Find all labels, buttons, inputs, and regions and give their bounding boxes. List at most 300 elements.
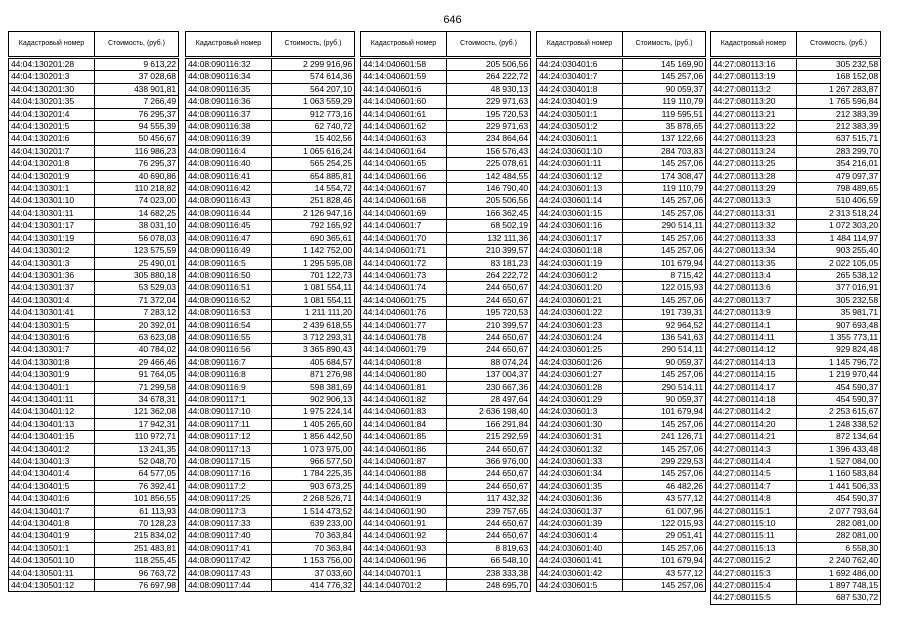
table-row [537,121,706,133]
table-row [361,145,531,157]
cost-cell: 265 538,12 [797,269,881,281]
cost-cell: 244 650,67 [447,480,531,492]
table-row [9,381,179,393]
cost-cell: 1 514 473,52 [272,505,355,517]
cadastral-number-cell: 44:27:080115:5 [711,592,797,604]
table-row [537,431,706,443]
table-row [361,257,531,269]
cadastral-number-cell: 44:08:090117:2 [186,480,272,492]
table-row [9,580,179,592]
cadastral-number-cell: 44:14:040601:73 [361,269,447,281]
table-row [711,319,881,331]
table-row [537,344,706,356]
cadastral-number-cell: 44:08:090116:8 [186,369,272,381]
table-row [361,356,531,368]
cost-cell: 116 986,23 [95,145,179,157]
header-cost: Стоимость, (руб.) [447,32,531,57]
cost-cell: 122 015,93 [623,282,706,294]
cost-cell: 282 081,00 [797,530,881,542]
table-row [9,133,179,145]
cadastral-number-cell: 44:27:080115:10 [711,518,797,530]
cost-cell: 1 081 554,11 [272,282,355,294]
cadastral-number-cell: 44:24:030601:35 [537,480,623,492]
cost-cell: 966 577,50 [272,456,355,468]
cost-cell: 1 484 114,97 [797,232,881,244]
table-row [361,331,531,343]
table-row [711,307,881,319]
cadastral-number-cell: 44:14:040601:63 [361,133,447,145]
cadastral-number-cell: 44:04:130401:1 [9,381,95,393]
cadastral-number-cell: 44:14:040701:1 [361,567,447,579]
table-row [9,269,179,281]
cadastral-number-cell: 44:14:040601:7 [361,220,447,232]
table-row [711,96,881,108]
cadastral-number-cell: 44:24:030401:9 [537,96,623,108]
header-cadastral-number: Кадастровый номер [711,32,797,57]
cost-cell: 43 577,12 [623,493,706,505]
cost-cell: 210 399,57 [447,319,531,331]
cost-cell: 1 975 224,14 [272,406,355,418]
cost-cell: 61 007,96 [623,505,706,517]
table-row [711,567,881,579]
cadastral-number-cell: 44:08:090116:47 [186,232,272,244]
cadastral-number-cell: 44:27:080113:22 [711,121,797,133]
table-row [361,567,531,579]
table-row [9,518,179,530]
cadastral-number-cell: 44:08:090116:44 [186,207,272,219]
cost-cell: 145 257,06 [623,369,706,381]
cadastral-number-cell: 44:24:030601:25 [537,344,623,356]
table-row [186,133,355,145]
table-row [186,468,355,480]
table-row [186,108,355,120]
cost-cell: 251 483,81 [95,542,179,554]
cost-cell: 248 695,70 [447,580,531,592]
table-row [9,307,179,319]
table-row [9,344,179,356]
cost-cell: 34 678,31 [95,393,179,405]
table-row [186,542,355,554]
cadastral-number-cell: 44:08:090116:40 [186,158,272,170]
cadastral-number-cell: 44:24:030601:40 [537,542,623,554]
cost-cell: 230 667,36 [447,381,531,393]
cadastral-number-cell: 44:04:130401:5 [9,480,95,492]
table-row [361,195,531,207]
cadastral-number-cell: 44:27:080115:3 [711,567,797,579]
table-row [537,356,706,368]
table-row [9,393,179,405]
cadastral-number-cell: 44:14:040601:59 [361,71,447,83]
header-cost: Стоимость, (руб.) [797,32,881,57]
table-row [537,83,706,95]
cost-cell: 91 764,05 [95,369,179,381]
cadastral-number-cell: 44:27:080113:25 [711,158,797,170]
table-row [361,580,531,592]
cadastral-number-cell: 44:08:090116:38 [186,121,272,133]
table-row [537,232,706,244]
cost-cell: 101 679,94 [623,406,706,418]
cost-cell: 195 720,53 [447,108,531,120]
cadastral-number-cell: 44:24:030601:27 [537,369,623,381]
table-row [711,356,881,368]
cost-cell: 14 554,72 [272,183,355,195]
table-row [186,232,355,244]
cost-cell: 305 232,58 [797,294,881,306]
cost-cell: 205 506,56 [447,59,531,71]
cadastral-number-cell: 44:27:080113:32 [711,220,797,232]
table-row [9,331,179,343]
table-row [361,505,531,517]
cadastral-number-cell: 44:08:090117:42 [186,555,272,567]
cost-cell: 510 406,59 [797,195,881,207]
table-row [361,108,531,120]
cost-cell: 52 048,70 [95,456,179,468]
table-row [537,282,706,294]
cost-cell: 1 142 752,00 [272,245,355,257]
cadastral-number-cell: 44:08:090117:16 [186,468,272,480]
cadastral-number-cell: 44:27:080114:17 [711,381,797,393]
table-row [711,71,881,83]
cost-cell: 145 257,06 [623,245,706,257]
table-row [711,580,881,592]
table-row [711,282,881,294]
cost-cell: 1 153 756,00 [272,555,355,567]
table-row [711,59,881,71]
cost-cell: 205 506,56 [447,195,531,207]
table-row [186,344,355,356]
table-row [537,59,706,71]
table-row [711,207,881,219]
cost-cell: 377 016,91 [797,282,881,294]
table-row [361,220,531,232]
cost-cell: 40 690,86 [95,170,179,182]
cost-cell: 137 122,66 [623,133,706,145]
table-row [361,245,531,257]
table-row [711,369,881,381]
table-row [361,418,531,430]
cost-cell: 191 739,31 [623,307,706,319]
cadastral-number-cell: 44:24:030401:7 [537,71,623,83]
cost-cell: 25 490,01 [95,257,179,269]
cost-cell: 264 222,72 [447,71,531,83]
cost-cell: 210 399,57 [447,245,531,257]
table-row [711,518,881,530]
table-row [186,443,355,455]
table-row [186,418,355,430]
cadastral-table-2 [185,31,355,592]
cadastral-number-cell: 44:24:030601:5 [537,580,623,592]
cadastral-number-cell: 44:08:090116:36 [186,96,272,108]
cadastral-number-cell: 44:14:040601:65 [361,158,447,170]
table-row [537,456,706,468]
table-row [9,207,179,219]
cadastral-number-cell: 44:08:090116:34 [186,71,272,83]
table-row [361,71,531,83]
cost-cell: 1 267 283,87 [797,83,881,95]
cadastral-number-cell: 44:04:130301:5 [9,319,95,331]
cadastral-number-cell: 44:04:130401:4 [9,468,95,480]
cadastral-number-cell: 44:04:130301:37 [9,282,95,294]
table-row [9,505,179,517]
cost-cell: 229 971,63 [447,96,531,108]
cadastral-table-3 [360,31,531,592]
cost-cell: 145 257,06 [623,195,706,207]
header-cadastral-number: Кадастровый номер [361,32,447,57]
cost-cell: 28 497,64 [447,393,531,405]
cost-cell: 639 233,00 [272,518,355,530]
cadastral-number-cell: 44:04:130301:3 [9,257,95,269]
cost-cell: 282 081,00 [797,518,881,530]
cadastral-number-cell: 44:04:130201:9 [9,170,95,182]
table-row [9,108,179,120]
header-cost: Стоимость, (руб.) [272,32,355,57]
cost-cell: 903 673,25 [272,480,355,492]
cadastral-number-cell: 44:24:030601:39 [537,518,623,530]
cadastral-number-cell: 44:27:080113:19 [711,71,797,83]
cadastral-number-cell: 44:04:130401:3 [9,456,95,468]
cadastral-number-cell: 44:24:030601:4 [537,530,623,542]
cadastral-number-cell: 44:14:040601:90 [361,505,447,517]
cost-cell: 479 097,37 [797,170,881,182]
cost-cell: 244 650,67 [447,530,531,542]
cost-cell: 798 489,65 [797,183,881,195]
cost-cell: 2 240 762,40 [797,555,881,567]
cadastral-number-cell: 44:24:030501:2 [537,121,623,133]
table-row [186,71,355,83]
cost-cell: 145 257,06 [623,580,706,592]
cost-cell: 414 776,32 [272,580,355,592]
table-header-row [9,32,179,57]
cost-cell: 56 078,03 [95,232,179,244]
cadastral-number-cell: 44:27:080114:13 [711,356,797,368]
cost-cell: 637 515,71 [797,133,881,145]
table-row [537,418,706,430]
cadastral-number-cell: 44:04:130401:7 [9,505,95,517]
cadastral-number-cell: 44:27:080113:3 [711,195,797,207]
cost-cell: 3 712 293,31 [272,331,355,343]
table-row [537,195,706,207]
table-row [361,443,531,455]
cost-cell: 290 514,11 [623,381,706,393]
cadastral-number-cell: 44:14:040601:74 [361,282,447,294]
table-row [9,121,179,133]
cadastral-number-cell: 44:08:090117:3 [186,505,272,517]
header-cadastral-number: Кадастровый номер [186,32,272,57]
table-row [186,121,355,133]
cadastral-number-cell: 44:24:030601:33 [537,456,623,468]
cadastral-number-cell: 44:08:090117:11 [186,418,272,430]
cadastral-number-cell: 44:27:080113:33 [711,232,797,244]
table-row [9,96,179,108]
table-row [537,133,706,145]
table-row [9,170,179,182]
table-row [186,381,355,393]
cadastral-number-cell: 44:14:040601:91 [361,518,447,530]
cost-cell: 8 715,42 [623,269,706,281]
cost-cell: 299 229,53 [623,456,706,468]
table-row [186,170,355,182]
cadastral-number-cell: 44:08:090116:41 [186,170,272,182]
cadastral-number-cell: 44:04:130401:13 [9,418,95,430]
cadastral-number-cell: 44:24:030601:14 [537,195,623,207]
cadastral-number-cell: 44:14:040601:8 [361,356,447,368]
table-row [361,319,531,331]
table-row [186,369,355,381]
cost-cell: 145 257,06 [623,207,706,219]
cost-cell: 305 232,58 [797,59,881,71]
cadastral-number-cell: 44:14:040601:75 [361,294,447,306]
cadastral-number-cell: 44:08:090116:9 [186,381,272,393]
cost-cell: 64 577,05 [95,468,179,480]
cost-cell: 74 023,00 [95,195,179,207]
cost-cell: 1 145 796,72 [797,356,881,368]
table-row [186,96,355,108]
cost-cell: 454 590,37 [797,381,881,393]
cadastral-number-cell: 44:27:080113:16 [711,59,797,71]
cadastral-number-cell: 44:04:130301:19 [9,232,95,244]
table-row [9,232,179,244]
cadastral-number-cell: 44:27:080113:20 [711,96,797,108]
cadastral-number-cell: 44:08:090116:42 [186,183,272,195]
table-row [711,431,881,443]
cost-cell: 2 636 198,40 [447,406,531,418]
table-row [186,456,355,468]
cadastral-number-cell: 44:08:090116:39 [186,133,272,145]
cost-cell: 62 740,72 [272,121,355,133]
cadastral-number-cell: 44:04:130501:11 [9,567,95,579]
cadastral-number-cell: 44:27:080115:2 [711,555,797,567]
cost-cell: 71 372,04 [95,294,179,306]
table-row [537,96,706,108]
cost-cell: 48 930,13 [447,83,531,95]
cost-cell: 405 684,57 [272,356,355,368]
cadastral-number-cell: 44:24:030601:26 [537,356,623,368]
cadastral-number-cell: 44:27:080114:8 [711,493,797,505]
cadastral-number-cell: 44:27:080113:24 [711,145,797,157]
table-row [9,542,179,554]
cadastral-number-cell: 44:08:090116:56 [186,344,272,356]
table-row [711,145,881,157]
table-row [537,468,706,480]
cadastral-number-cell: 44:04:130301:41 [9,307,95,319]
cadastral-number-cell: 44:24:030601:30 [537,418,623,430]
table-row [537,207,706,219]
cost-cell: 117 432,32 [447,493,531,505]
table-row [186,158,355,170]
cost-cell: 872 134,64 [797,431,881,443]
table-row [537,443,706,455]
cost-cell: 1 784 225,35 [272,468,355,480]
cost-cell: 229 971,63 [447,121,531,133]
cadastral-number-cell: 44:24:030601:16 [537,220,623,232]
cost-cell: 145 257,06 [623,542,706,554]
header-cost: Стоимость, (руб.) [623,32,706,57]
cadastral-number-cell: 44:04:130401:9 [9,530,95,542]
cadastral-number-cell: 44:27:080114:5 [711,468,797,480]
table-row [186,307,355,319]
cost-cell: 35 878,65 [623,121,706,133]
table-row [711,418,881,430]
cadastral-number-cell: 44:08:090116:53 [186,307,272,319]
cost-cell: 687 530,72 [797,592,881,604]
table-row [361,170,531,182]
cadastral-number-cell: 44:27:080113:23 [711,133,797,145]
cadastral-number-cell: 44:27:080114:7 [711,480,797,492]
table-row [186,59,355,71]
cadastral-number-cell: 44:14:040601:78 [361,331,447,343]
cost-cell: 241 126,71 [623,431,706,443]
cost-cell: 76 392,41 [95,480,179,492]
table-row [186,567,355,579]
cost-cell: 929 824,48 [797,344,881,356]
cost-cell: 238 333,38 [447,567,531,579]
cadastral-number-cell: 44:24:030401:8 [537,83,623,95]
cadastral-number-cell: 44:14:040601:68 [361,195,447,207]
table-row [537,331,706,343]
cost-cell: 43 577,12 [623,567,706,579]
table-row [711,183,881,195]
cost-cell: 119 110,79 [623,183,706,195]
table-row [537,530,706,542]
table-row [186,220,355,232]
table-header-row [186,32,355,57]
table-row [361,431,531,443]
table-row [361,456,531,468]
cadastral-number-cell: 44:27:080114:1 [711,319,797,331]
table-row [361,493,531,505]
cost-cell: 234 864,64 [447,133,531,145]
cost-cell: 9 613,22 [95,59,179,71]
cost-cell: 38 031,10 [95,220,179,232]
cost-cell: 145 257,06 [623,71,706,83]
cadastral-number-cell: 44:04:130201:8 [9,158,95,170]
table-row [9,530,179,542]
cadastral-number-cell: 44:24:030601:23 [537,319,623,331]
cost-cell: 244 650,67 [447,282,531,294]
cost-cell: 101 856,55 [95,493,179,505]
cadastral-number-cell: 44:27:080114:3 [711,443,797,455]
table-row [186,207,355,219]
cadastral-number-cell: 44:04:130201:3 [9,71,95,83]
cadastral-number-cell: 44:08:090117:15 [186,456,272,468]
table-row [9,59,179,71]
cost-cell: 244 650,67 [447,294,531,306]
cadastral-number-cell: 44:08:090116:32 [186,59,272,71]
cadastral-number-cell: 44:04:130301:1 [9,183,95,195]
table-row [361,406,531,418]
cadastral-number-cell: 44:14:040601:72 [361,257,447,269]
cadastral-number-cell: 44:04:130301:4 [9,294,95,306]
table-row [711,493,881,505]
cost-cell: 96 763,72 [95,567,179,579]
cadastral-number-cell: 44:08:090116:45 [186,220,272,232]
cadastral-number-cell: 44:27:080113:21 [711,108,797,120]
cost-cell: 70 363,84 [272,542,355,554]
cadastral-number-cell: 44:04:130501:1 [9,542,95,554]
cost-cell: 366 976,00 [447,456,531,468]
table-row [537,257,706,269]
table-row [186,195,355,207]
header-cost: Стоимость, (руб.) [95,32,179,57]
table-row [711,83,881,95]
table-row [711,468,881,480]
cadastral-number-cell: 44:04:130501:10 [9,555,95,567]
table-row [361,83,531,95]
cadastral-number-cell: 44:04:130301:36 [9,269,95,281]
cadastral-number-cell: 44:14:040601:61 [361,108,447,120]
table-row [537,170,706,182]
cost-cell: 13 241,35 [95,443,179,455]
